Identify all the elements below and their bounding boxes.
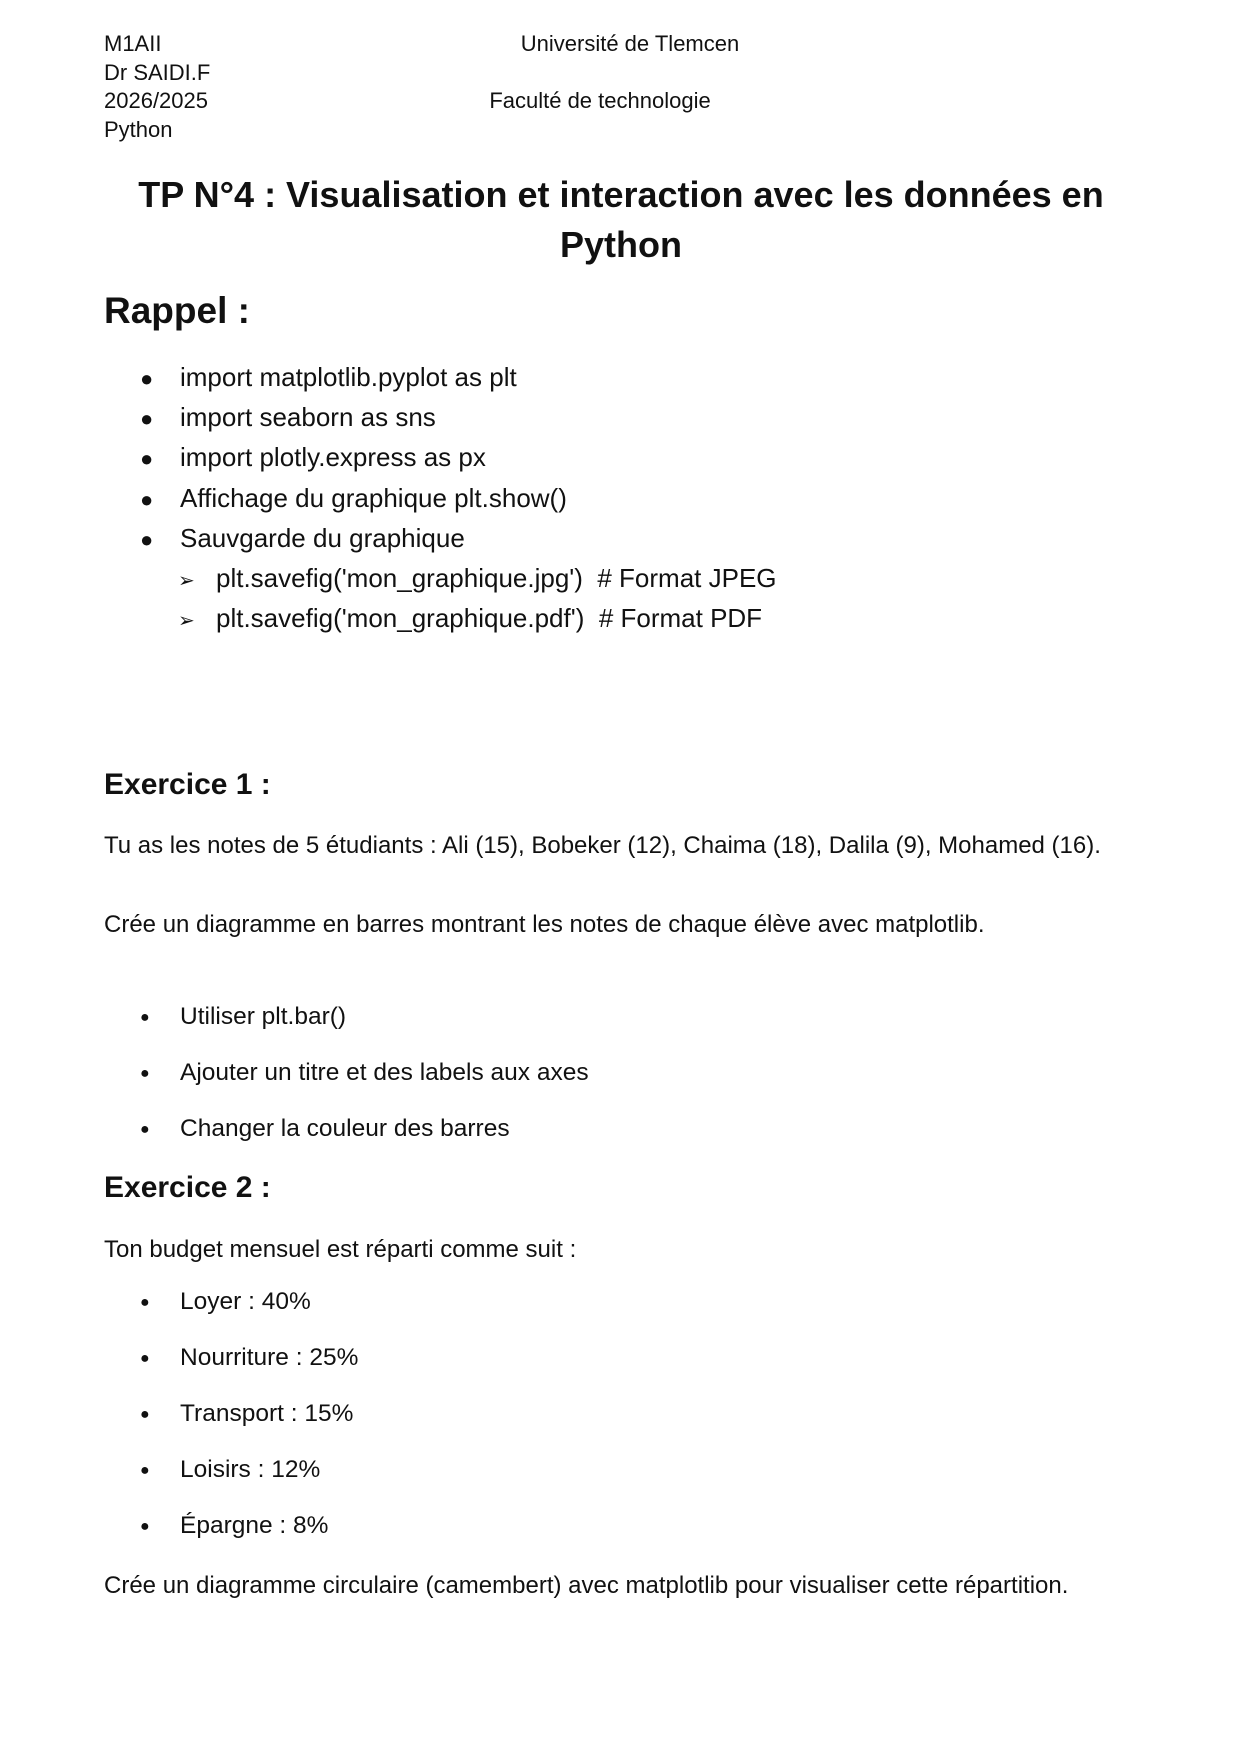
exercise-2-heading: Exercice 2 : bbox=[104, 1171, 271, 1204]
bullet-icon: ● bbox=[140, 1517, 150, 1535]
bullet-icon: ● bbox=[140, 527, 154, 552]
item-text: Transport : 15% bbox=[180, 1400, 354, 1427]
sub-list-item bbox=[178, 603, 762, 634]
item-text: Loyer : 40% bbox=[180, 1288, 311, 1315]
arrow-bullet-icon: ➢ bbox=[178, 570, 195, 592]
item-text: Utiliser plt.bar() bbox=[180, 1003, 347, 1030]
item-text: Changer la couleur des barres bbox=[180, 1115, 510, 1142]
item-text: plt.savefig('mon_graphique.jpg') # Format JPEG bbox=[216, 563, 777, 593]
bullet-icon: ● bbox=[140, 366, 154, 391]
item-text: import seaborn as sns bbox=[180, 402, 436, 432]
exercise-2-intro: Ton budget mensuel est réparti comme suit : bbox=[104, 1236, 577, 1263]
rappel-heading: Rappel : bbox=[104, 290, 250, 331]
page-title bbox=[100, 170, 1142, 270]
list-item bbox=[140, 483, 567, 514]
exercise-2-task: Crée un diagramme circulaire (camembert) avec matplotlib pour visualiser cette répartition. bbox=[104, 1572, 1069, 1599]
exercise-1-heading: Exercice 1 : bbox=[104, 768, 271, 801]
list-item bbox=[140, 1059, 589, 1087]
item-text: Épargne : 8% bbox=[180, 1512, 329, 1539]
bullet-icon: ● bbox=[140, 1461, 150, 1479]
item-text: Sauvgarde du graphique bbox=[180, 523, 465, 553]
meta-line: Python bbox=[104, 116, 173, 142]
bullet-icon: ● bbox=[140, 1008, 150, 1026]
list-item bbox=[140, 1456, 320, 1484]
sub-list-item bbox=[178, 563, 777, 594]
item-text: import plotly.express as px bbox=[180, 442, 486, 472]
item-text: Ajouter un titre et des labels aux axes bbox=[180, 1059, 589, 1086]
item-text: plt.savefig('mon_graphique.pdf') # Format PDF bbox=[216, 603, 763, 633]
list-item bbox=[140, 362, 517, 393]
meta-line: Dr SAIDI.F bbox=[104, 59, 211, 85]
list-item bbox=[140, 1115, 510, 1143]
bullet-icon: ● bbox=[140, 406, 154, 431]
list-item bbox=[140, 523, 465, 554]
bullet-icon: ● bbox=[140, 1064, 150, 1082]
list-item bbox=[140, 442, 486, 473]
list-item bbox=[140, 1512, 328, 1540]
bullet-icon: ● bbox=[140, 1120, 150, 1138]
exercise-1-text: Tu as les notes de 5 étudiants : Ali (15), Bobeker (12), Chaima (18), Dalila (9), Mohamed (16). bbox=[104, 832, 1101, 859]
bullet-icon: ● bbox=[140, 1349, 150, 1367]
meta-line: M1AII bbox=[104, 31, 162, 56]
list-item bbox=[140, 1400, 353, 1428]
arrow-bullet-icon: ➢ bbox=[178, 610, 195, 632]
item-text: Nourriture : 25% bbox=[180, 1344, 359, 1371]
list-item bbox=[140, 1003, 346, 1031]
title-line: Python bbox=[560, 224, 682, 265]
faculty-name: Faculté de technologie bbox=[489, 88, 711, 113]
list-item bbox=[140, 1344, 358, 1372]
bullet-icon: ● bbox=[140, 1293, 150, 1311]
exercise-1-task: Crée un diagramme en barres montrant les notes de chaque élève avec matplotlib. bbox=[104, 911, 985, 938]
item-text: import matplotlib.pyplot as plt bbox=[180, 362, 517, 392]
university-name: Université de Tlemcen bbox=[520, 31, 740, 56]
title-line: TP N°4 : Visualisation et interaction avec les données en bbox=[138, 174, 1104, 215]
item-text: Loisirs : 12% bbox=[180, 1456, 321, 1483]
list-item bbox=[140, 1288, 311, 1316]
item-text: Affichage du graphique plt.show() bbox=[180, 483, 567, 513]
bullet-icon: ● bbox=[140, 487, 154, 512]
bullet-icon: ● bbox=[140, 1405, 150, 1423]
bullet-icon: ● bbox=[140, 446, 154, 471]
meta-line: 2026/2025 bbox=[104, 88, 208, 113]
list-item bbox=[140, 402, 436, 433]
